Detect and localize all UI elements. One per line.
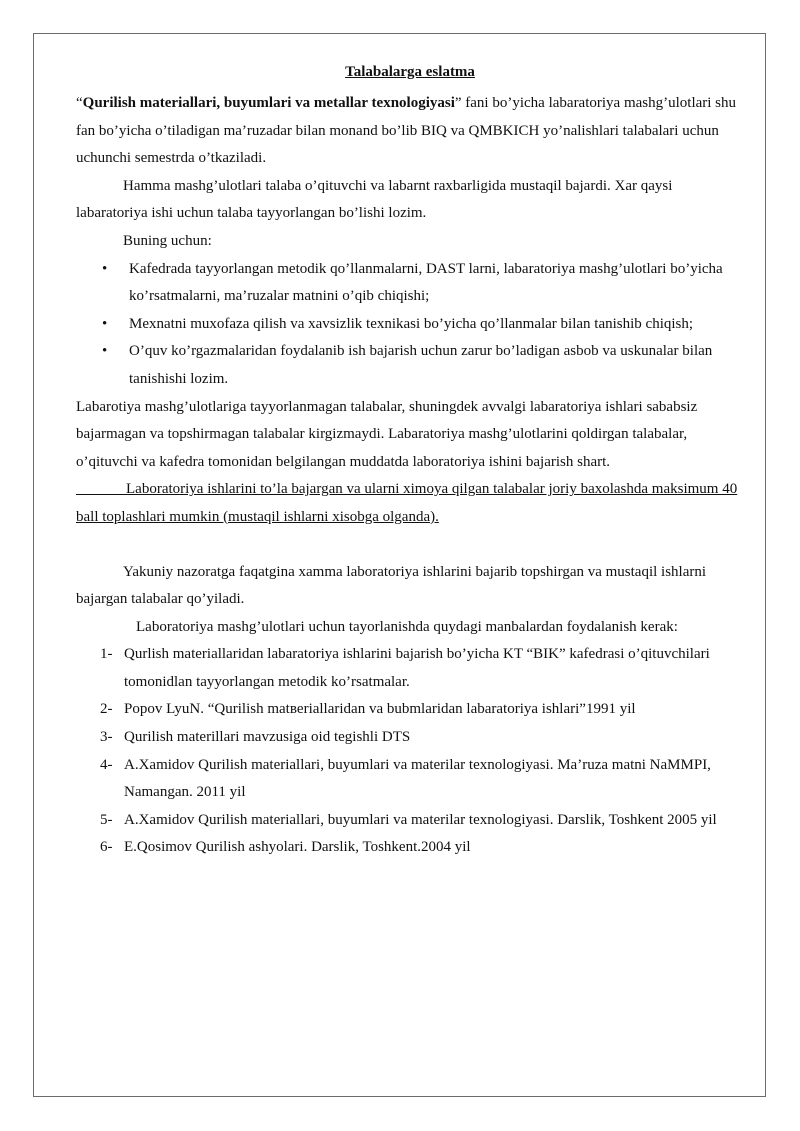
grading-note <box>76 476 744 531</box>
list-item-text: Kafedrada tayyorlangan metodik qo’llanmalarni, DAST larni, labaratoriya mashg’ulotlari bo’yicha ko’rsatmalarni, ma’ruzalar matnini o’qib chiqishi; <box>129 260 723 305</box>
reference-number: 1- <box>100 646 113 663</box>
requirements-heading: Buning uchun: <box>123 232 212 249</box>
reference-item <box>76 834 744 862</box>
bullet-icon: • <box>102 260 108 277</box>
reference-text: E.Qosimov Qurilish ashyolari. Darslik, Toshkent.2004 yil <box>124 839 471 856</box>
reference-text: A.Xamidov Qurilish materiallari, buyumlari va materilar texnologiyasi. Ma’ruza matni NaMMPI, Namangan. 2011 yil <box>124 756 711 801</box>
subject-name: Qurilish materiallari, buyumlari va metallar texnologiyasi <box>82 95 455 111</box>
reference-item <box>76 641 744 696</box>
list-item-text: Mexnatni muxofaza qilish va xavsizlik texnikasi bo’yicha qo’llanmalar bilan tanishib chiqish; <box>129 315 694 332</box>
reference-number: 3- <box>100 729 113 746</box>
paragraph-preparation: Hamma mashg’ulotlari talaba o’qituvchi va labarnt raxbarligida mustaqil bajardi. Xar qaysi labaratoriya ishi uchun talaba tayyorlangan bo’lishi lozim. <box>76 177 673 222</box>
bullet-icon: • <box>102 315 108 332</box>
sources-heading: Laboratoriya mashg’ulotlari uchun tayorlanishda quydagi manbalardan foydalanish kerak: <box>136 618 678 635</box>
intro-text: ” fani bo’yicha labaratoriya mashg’ulotlari shu fan bo’yicha o’tiladigan ma’ruzadar bilan monand bo’lib BIQ va QMBKICH yo’nalishlari talabalari uchun uchunchi semestrda o’tkaziladi. <box>76 95 737 167</box>
reference-text: A.Xamidov Qurilish materiallari, buyumlari va materilar texnologiyasi. Darslik, Toshkent 2005 yil <box>124 811 717 828</box>
reference-number: 6- <box>100 839 113 856</box>
paragraph-final-control: Yakuniy nazoratga faqatgina xamma laboratoriya ishlarini bajarib topshirgan va mustaqil ishlarni bajargan talabalar qo’yiladi. <box>76 563 707 608</box>
list-item <box>76 311 744 339</box>
grading-note-text: Laboratoriya ishlarini to’la bajargan va ularni ximoya qilgan talabalar joriy baxolashda maksimum 40 ball toplashlari mumkin (mustaqil ishlarni xisobga olganda). <box>76 481 738 525</box>
requirements-list <box>76 256 744 394</box>
reference-number: 2- <box>100 701 113 718</box>
spacer <box>76 532 744 559</box>
reference-number: 5- <box>100 811 113 828</box>
list-item <box>76 338 744 393</box>
reference-item <box>76 807 744 835</box>
reference-item <box>76 696 744 724</box>
reference-text: Qurlish materiallaridan labaratoriya ishlarini bajarish bo’yicha KT “BIK” kafedrasi o’qituvchilari tomonidlan tayyorlangan metodik ko’rsatmalar. <box>124 646 710 690</box>
reference-number: 4- <box>100 756 113 773</box>
reference-text: Qurilish materillari mavzusiga oid tegishli DTS <box>124 729 411 746</box>
list-item <box>76 256 744 311</box>
page-title: Talabalarga eslatma <box>345 64 475 80</box>
reference-item <box>76 752 744 807</box>
reference-text: Popov LyuN. “Qurilish matвeriallaridan va bubmlaridan labaratoriya ishlari”1991 yil <box>124 701 636 718</box>
bullet-icon: • <box>102 343 108 360</box>
underline-lead <box>76 478 126 495</box>
references-list <box>76 641 744 862</box>
intro-open-quote: “ <box>76 95 83 111</box>
list-item-text: O’quv ko’rgazmalaridan foydalanib ish bajarish uchun zarur bo’ladigan asbob va uskunalar bilan tanishishi lozim. <box>129 343 713 387</box>
reference-item <box>76 724 744 752</box>
document-body <box>76 58 744 862</box>
intro-paragraph <box>76 90 744 173</box>
paragraph-admission: Labarotiya mashg’ulotlariga tayyorlanmagan talabalar, shuningdek avvalgi labaratoriya ishlari sababsiz bajarmagan va topshirmagan talabalar kirgizmaydi. Labaratoriya mashg’ulotlarini qoldirgan talabalar, o’qituvchi va kafedra tomonidan belgilangan muddatda laboratoriya ishini bajarish shart. <box>76 398 698 470</box>
